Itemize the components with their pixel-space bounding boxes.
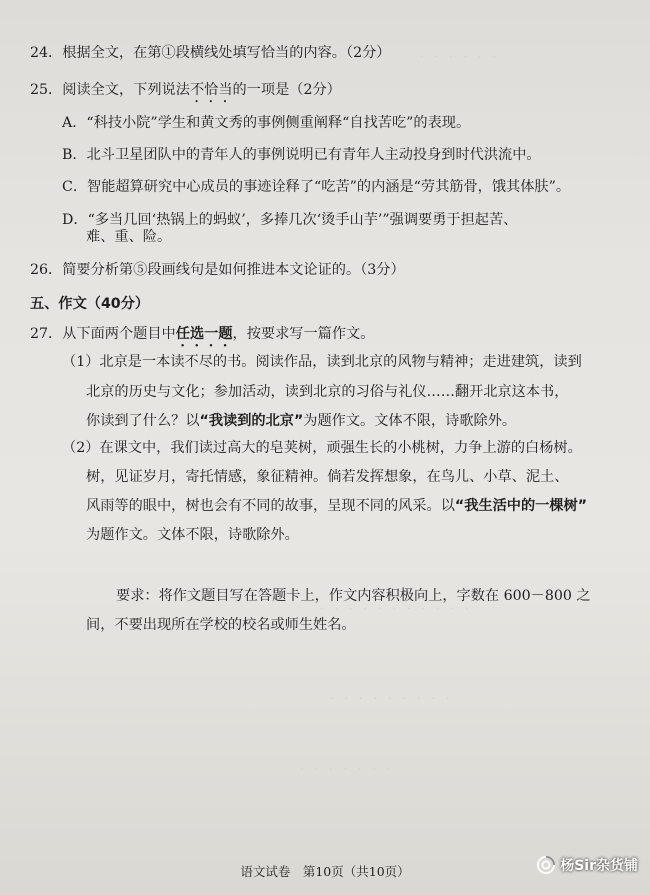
prompt-1-title: “我读到的北京” [199, 413, 304, 429]
option-b: B．北斗卫星团队中的青年人的事例说明已有青年人主动投身到时代洪流中。 [62, 147, 541, 163]
bleed-through-text: · · · · · · [420, 50, 496, 63]
question-27-prefix: 27．从下面两个题目中 [30, 326, 176, 342]
requirements-line-2: 间，不要出现所在学校的校名或师生姓名。 [86, 617, 356, 633]
requirements-line-1: 要求：将作文题目写在答题卡上，作文内容积极向上，字数在 600－800 之 [116, 588, 591, 604]
question-25-suffix: 的一项是（2分） [232, 82, 341, 98]
wechat-official-account-icon [537, 856, 555, 874]
bleed-through-text: · · · · · · · · · · · [320, 602, 469, 615]
option-d-line-1: D．“多当几回‘热锅上的蚂蚁’，多捧几次‘烫手山芋’”强调要勇于担起苦、 [62, 212, 518, 228]
watermark-text: 杨Sir杂货铺 [560, 858, 638, 874]
question-26: 26．简要分析第⑤段画线句是如何推进本文论证的。（3分） [30, 262, 405, 278]
prompt-1-line-3 [86, 414, 516, 428]
question-25-prefix: 25．阅读全文，下列说法 [30, 82, 190, 98]
question-27-emphasis: 任选一题 [175, 326, 233, 342]
question-25-emphasis: 不恰当 [189, 82, 233, 98]
prompt-2-line-3-prefix: 风雨等的眼中，树也会有不同的故事，呈现不同的风采。以 [86, 498, 455, 514]
prompt-2-title: “我生活中的一棵树” [454, 498, 588, 514]
prompt-1-line-3-suffix: 为题作文。文体不限，诗歌除外。 [303, 413, 517, 429]
prompt-2-line-1: （2）在课文中，我们读过高大的皂荚树，顽强生长的小桃树，力争上游的白杨树。 [62, 440, 582, 456]
option-c: C．智能超算研究中心成员的事迹诠释了“吃苦”的内涵是“劳其筋骨，饿其体肤”。 [62, 179, 571, 195]
prompt-1-line-3-prefix: 你读到了什么？以 [86, 413, 200, 429]
question-24: 24．根据全文，在第①段横线处填写恰当的内容。（2分） [30, 45, 391, 61]
page-footer: 语文试卷 第10页（共10页） [240, 864, 410, 879]
option-a: A．“科技小院”学生和黄文秀的事例侧重阐释“自找苦吃”的表现。 [62, 115, 471, 131]
option-d-line-2: 难、重、险。 [86, 229, 172, 245]
prompt-1-line-2: 北京的历史与文化；参加活动，读到北京的习俗与礼仪……翻开北京这本书， [86, 384, 569, 400]
question-25 [30, 82, 341, 106]
question-27-suffix: ，按要求写一篇作文。 [232, 326, 375, 342]
question-27 [30, 326, 374, 350]
bleed-through-text: · · · · · · · [300, 762, 391, 775]
bleed-through-text: · · · · · · · · · [330, 692, 450, 705]
prompt-2-line-4: 为题作文。文体不限，诗歌除外。 [86, 527, 299, 543]
prompt-2-line-3 [86, 499, 587, 513]
section-heading-composition: 五、作文（40分） [30, 296, 150, 312]
watermark [537, 855, 638, 875]
prompt-1-line-1: （1）北京是一本读不尽的书。阅读作品，读到北京的风物与精神；走进建筑，读到 [62, 354, 582, 370]
prompt-2-line-2: 树，见证岁月，寄托情感，象征精神。倘若发挥想象，在鸟儿、小草、泥土、 [86, 469, 569, 485]
